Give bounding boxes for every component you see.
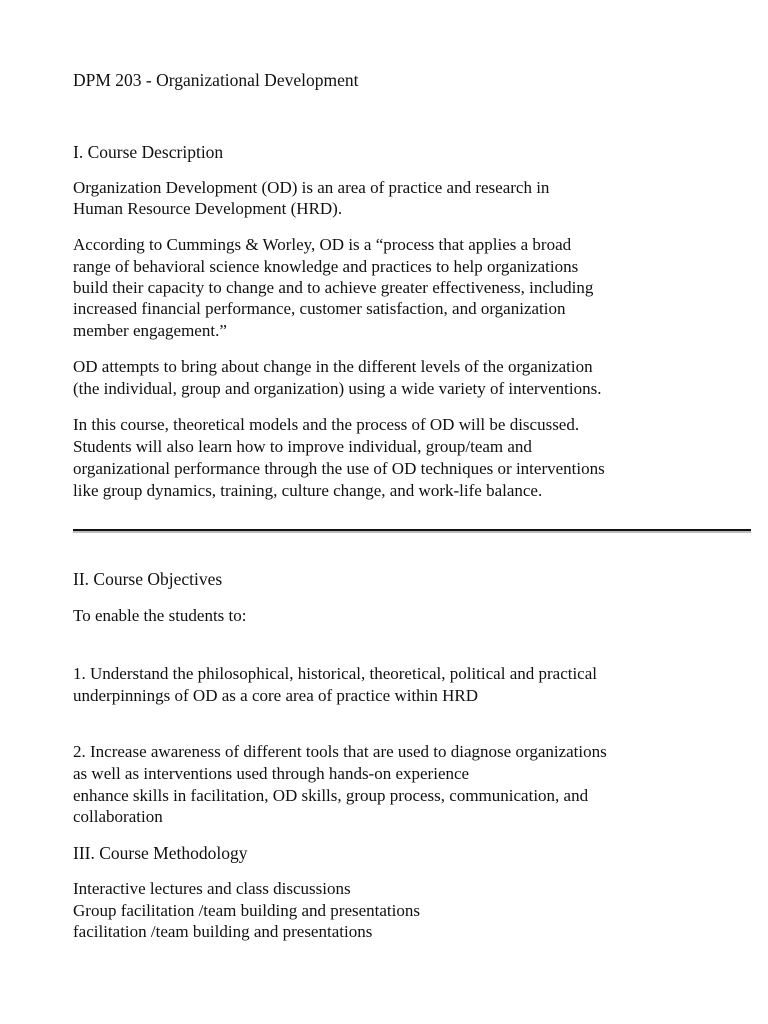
section-heading-course-objectives: II. Course Objectives	[73, 569, 223, 589]
text-line: OD attempts to bring about change in the different levels of the organization	[73, 357, 593, 376]
list-item: Group facilitation /team building and presentations	[73, 901, 420, 920]
horizontal-divider	[73, 529, 751, 531]
text-line: underpinnings of OD as a core area of practice within HRD	[73, 686, 479, 705]
text-line: Students will also learn how to improve individual, group/team and	[73, 437, 532, 456]
text-line: range of behavioral science knowledge and practices to help organizations	[73, 257, 579, 276]
section-heading-course-description: I. Course Description	[73, 142, 224, 162]
text-line: 2. Increase awareness of different tools that are used to diagnose organizations	[73, 742, 607, 761]
text-line: (the individual, group and organization) using a wide variety of interventions.	[73, 379, 602, 398]
text-line: In this course, theoretical models and the process of OD will be discussed.	[73, 415, 580, 434]
section-heading-course-methodology: III. Course Methodology	[73, 843, 248, 863]
text-line: as well as interventions used through hands-on experience	[73, 764, 470, 783]
text-line: Human Resource Development (HRD).	[73, 199, 343, 218]
document-title: DPM 203 - Organizational Development	[73, 70, 359, 90]
list-item: Interactive lectures and class discussions	[73, 879, 351, 898]
text-line: 1. Understand the philosophical, historical, theoretical, political and practical	[73, 664, 597, 683]
objectives-intro: To enable the students to:	[73, 606, 247, 625]
text-line: enhance skills in facilitation, OD skills, group process, communication, and	[73, 786, 589, 805]
text-line: member engagement.”	[73, 321, 227, 340]
text-line: collaboration	[73, 807, 163, 826]
text-line: Organization Development (OD) is an area of practice and research in	[73, 178, 550, 197]
text-line: like group dynamics, training, culture change, and work-life balance.	[73, 481, 543, 500]
list-item: facilitation /team building and presentations	[73, 922, 373, 941]
text-line: organizational performance through the use of OD techniques or interventions	[73, 459, 605, 478]
text-line: increased financial performance, customer satisfaction, and organization	[73, 299, 566, 318]
text-line: build their capacity to change and to achieve greater effectiveness, including	[73, 278, 594, 297]
text-line: According to Cummings & Worley, OD is a “process that applies a broad	[73, 235, 572, 254]
